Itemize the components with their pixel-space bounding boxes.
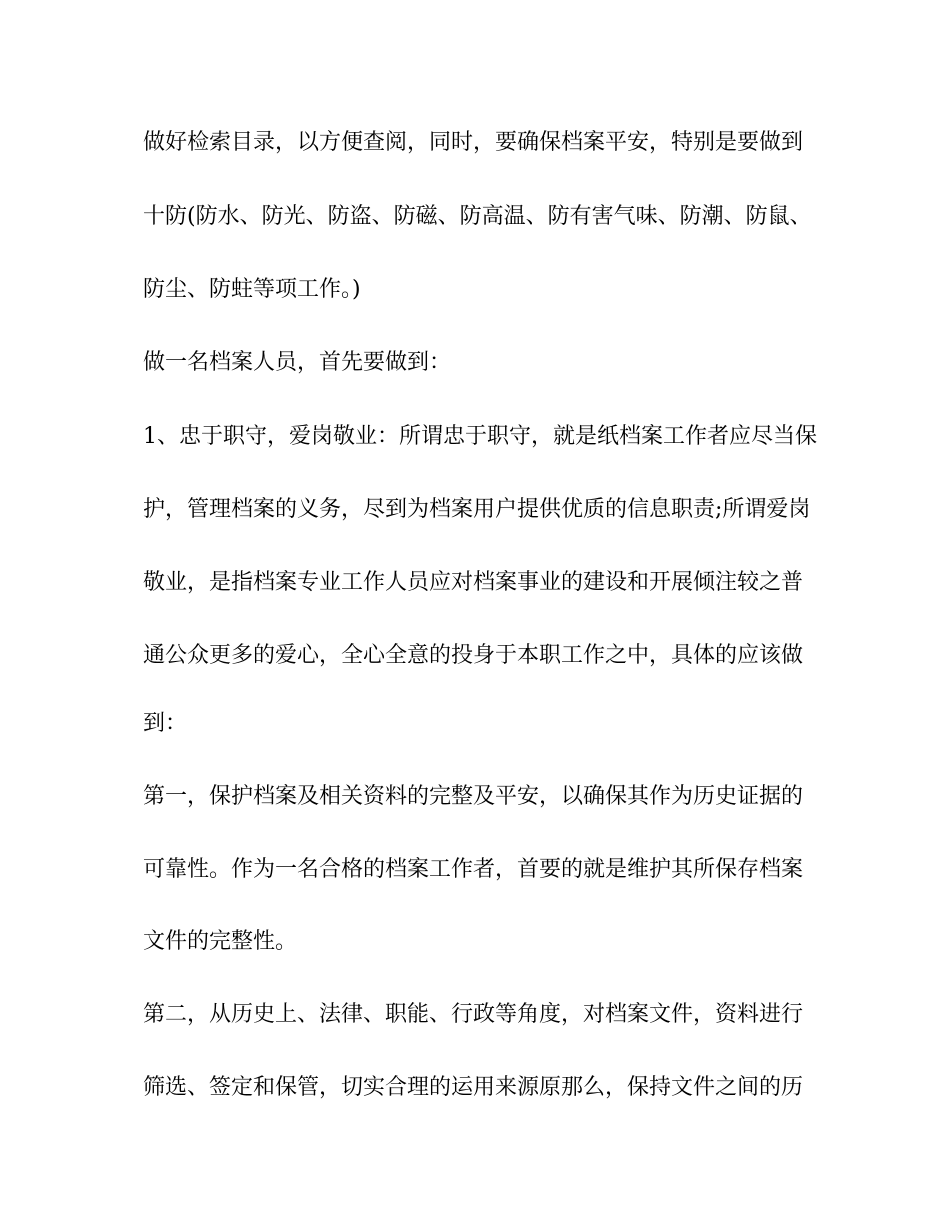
text-line: 文件的完整性。 <box>143 929 298 954</box>
text-line: 做一名档案人员，首先要做到： <box>143 350 452 375</box>
text-line: 1、忠于职守，爱岗敬业：所谓忠于职守，就是纸档案工作者应尽当保 <box>143 424 817 449</box>
text-line: 通公众更多的爱心，全心全意的投身于本职工作之中，具体的应该做 <box>143 643 804 668</box>
text-line: 防尘、防蛀等项工作。) <box>143 277 361 302</box>
text-line: 筛选、签定和保管，切实合理的运用来源原那么，保持文件之间的历 <box>143 1075 804 1100</box>
text-line: 到： <box>143 711 188 736</box>
text-line: 敬业，是指档案专业工作人员应对档案事业的建设和开展倾注较之普 <box>143 570 804 595</box>
text-line: 第一，保护档案及相关资料的完整及平安，以确保其作为历史证据的 <box>143 784 804 809</box>
text-line: 十防(防水、防光、防盗、防磁、防高温、防有害气味、防潮、防鼠、 <box>143 204 812 229</box>
text-line: 可靠性。作为一名合格的档案工作者，首要的就是维护其所保存档案 <box>143 857 804 882</box>
text-line: 第二，从历史上、法律、职能、行政等角度，对档案文件，资料进行 <box>143 1002 804 1027</box>
text-line: 做好检索目录，以方便查阅，同时，要确保档案平安，特别是要做到 <box>143 130 804 155</box>
text-line: 护，管理档案的义务，尽到为档案用户提供优质的信息职责;所谓爱岗 <box>143 497 811 522</box>
